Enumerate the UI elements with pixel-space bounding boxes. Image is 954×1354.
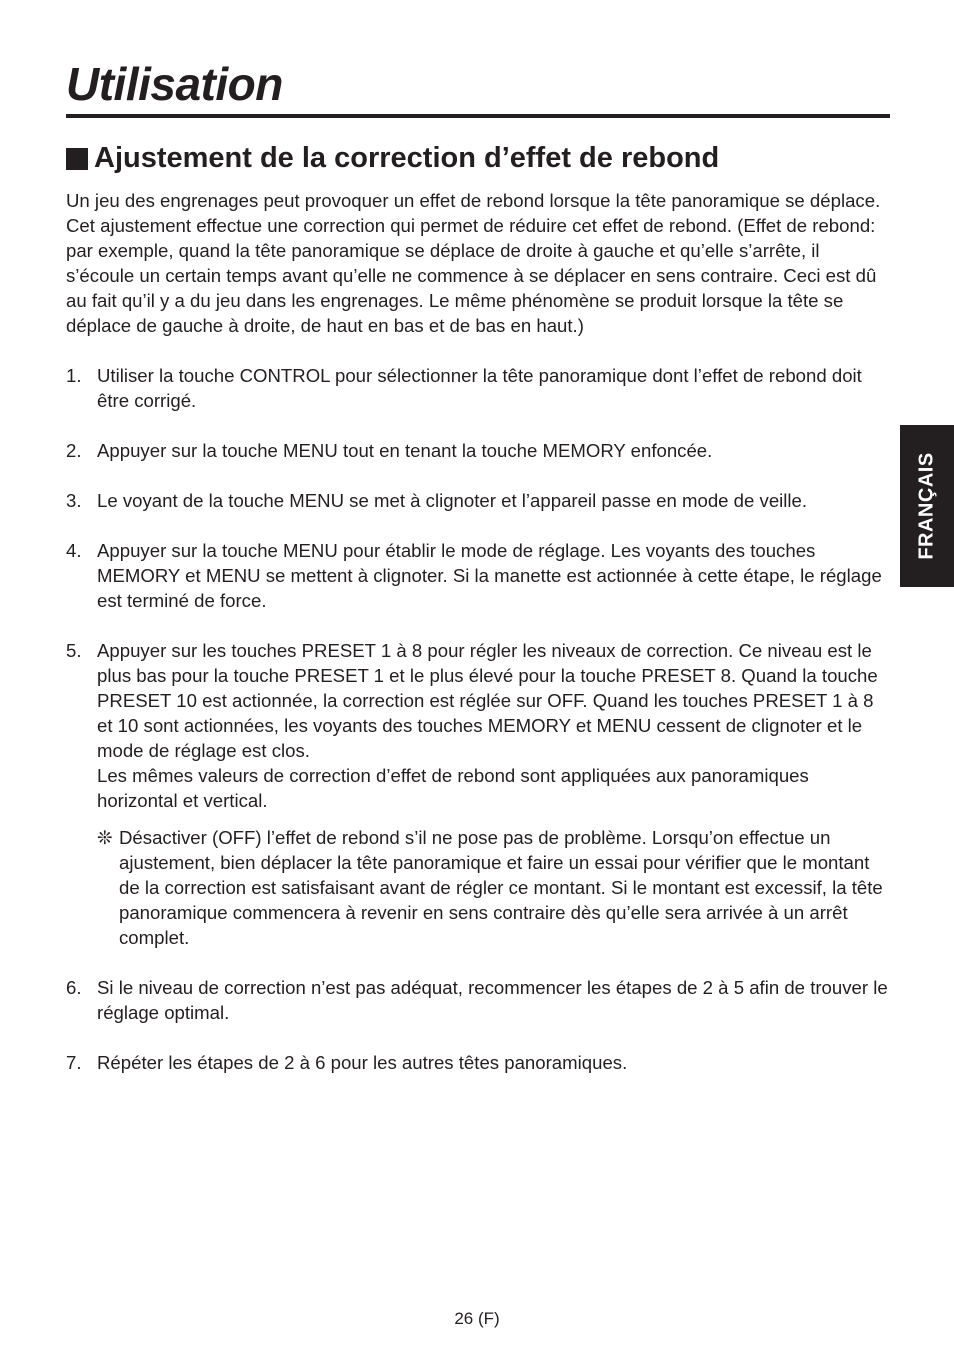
list-item [66,1050,892,1075]
list-item [66,488,892,513]
section-heading-text: Ajustement de la correction d’effet de rebond [94,142,720,174]
step-number: 6. [66,977,82,998]
black-square-icon [66,148,88,170]
steps-list [66,363,892,1075]
language-tab-label: FRANÇAIS [915,452,938,560]
step-number: 1. [66,365,82,386]
step-text: Appuyer sur les touches PRESET 1 à 8 pour régler les niveaux de correction. Ce niveau est le plus bas pour la touche PRESET 1 et le plus élevé pour la touche PRESET 8. Quand la touche PRESET 10 est actionnée, la correction est réglée sur OFF. Quand les touches PRESET 1 à 8 et 10 sont actionnées, les voyants des touches MEMORY et MENU cessent de clignoter et le mode de réglage est clos. [97,640,878,761]
list-item [66,438,892,463]
note-text: Désactiver (OFF) l’effet de rebond s’il ne pose pas de problème. Lorsqu’on effectue un ajustement, bien déplacer la tête panoramique et faire un essai pour vérifier que le montant de la correction est satisfaisant avant de régler ce montant. Si le montant est excessif, la tête panoramique commencera à revenir en sens contraire dès qu’elle sera arrivée à un arrêt complet. [119,827,883,948]
step-text: Répéter les étapes de 2 à 6 pour les autres têtes panoramiques. [97,1052,628,1073]
step-number: 2. [66,440,82,461]
step-extra-text: Les mêmes valeurs de correction d’effet de rebond sont appliquées aux panoramiques horizontal et vertical. [97,765,809,811]
step-text: Le voyant de la touche MENU se met à clignoter et l’appareil passe en mode de veille. [97,490,808,511]
step-text: Appuyer sur la touche MENU pour établir le mode de réglage. Les voyants des touches MEMORY et MENU se mettent à clignoter. Si la manette est actionnée à cette étape, le réglage est terminé de force. [97,540,882,611]
list-item [66,638,892,950]
step-number: 7. [66,1052,82,1073]
step-text: Appuyer sur la touche MENU tout en tenant la touche MEMORY enfoncée. [97,440,713,461]
step-note [97,825,892,950]
section-content [66,188,892,1100]
step-number: 4. [66,540,82,561]
title-rule [66,114,890,118]
section-heading [66,140,719,176]
intro-paragraph: Un jeu des engrenages peut provoquer un effet de rebond lorsque la tête panoramique se déplace. Cet ajustement effectue une correction qui permet de réduire cet effet de rebond. (Effet de rebond: par exemple, quand la tête panoramique se déplace de droite à gauche et qu’elle s’arrête, il s’écoule un certain temps avant qu’elle ne commence à se déplacer en sens contraire. Ceci est dû au fait qu’il y a du jeu dans les engrenages. Le même phénomène se produit lorsque la tête se déplace de gauche à droite, de haut en bas et de bas en haut.) [66,190,881,336]
list-item [66,975,892,1025]
page-title: Utilisation [66,58,283,110]
step-number: 5. [66,640,82,661]
step-text: Si le niveau de correction n’est pas adéquat, recommencer les étapes de 2 à 5 afin de trouver le réglage optimal. [97,977,888,1023]
note-asterisk-icon: ❊ [97,827,113,848]
step-number: 3. [66,490,82,511]
page-number: 26 (F) [454,1309,500,1328]
list-item [66,538,892,613]
step-text: Utiliser la touche CONTROL pour sélectionner la tête panoramique dont l’effet de rebond doit être corrigé. [97,365,862,411]
language-tab [900,425,954,587]
list-item [66,363,892,413]
